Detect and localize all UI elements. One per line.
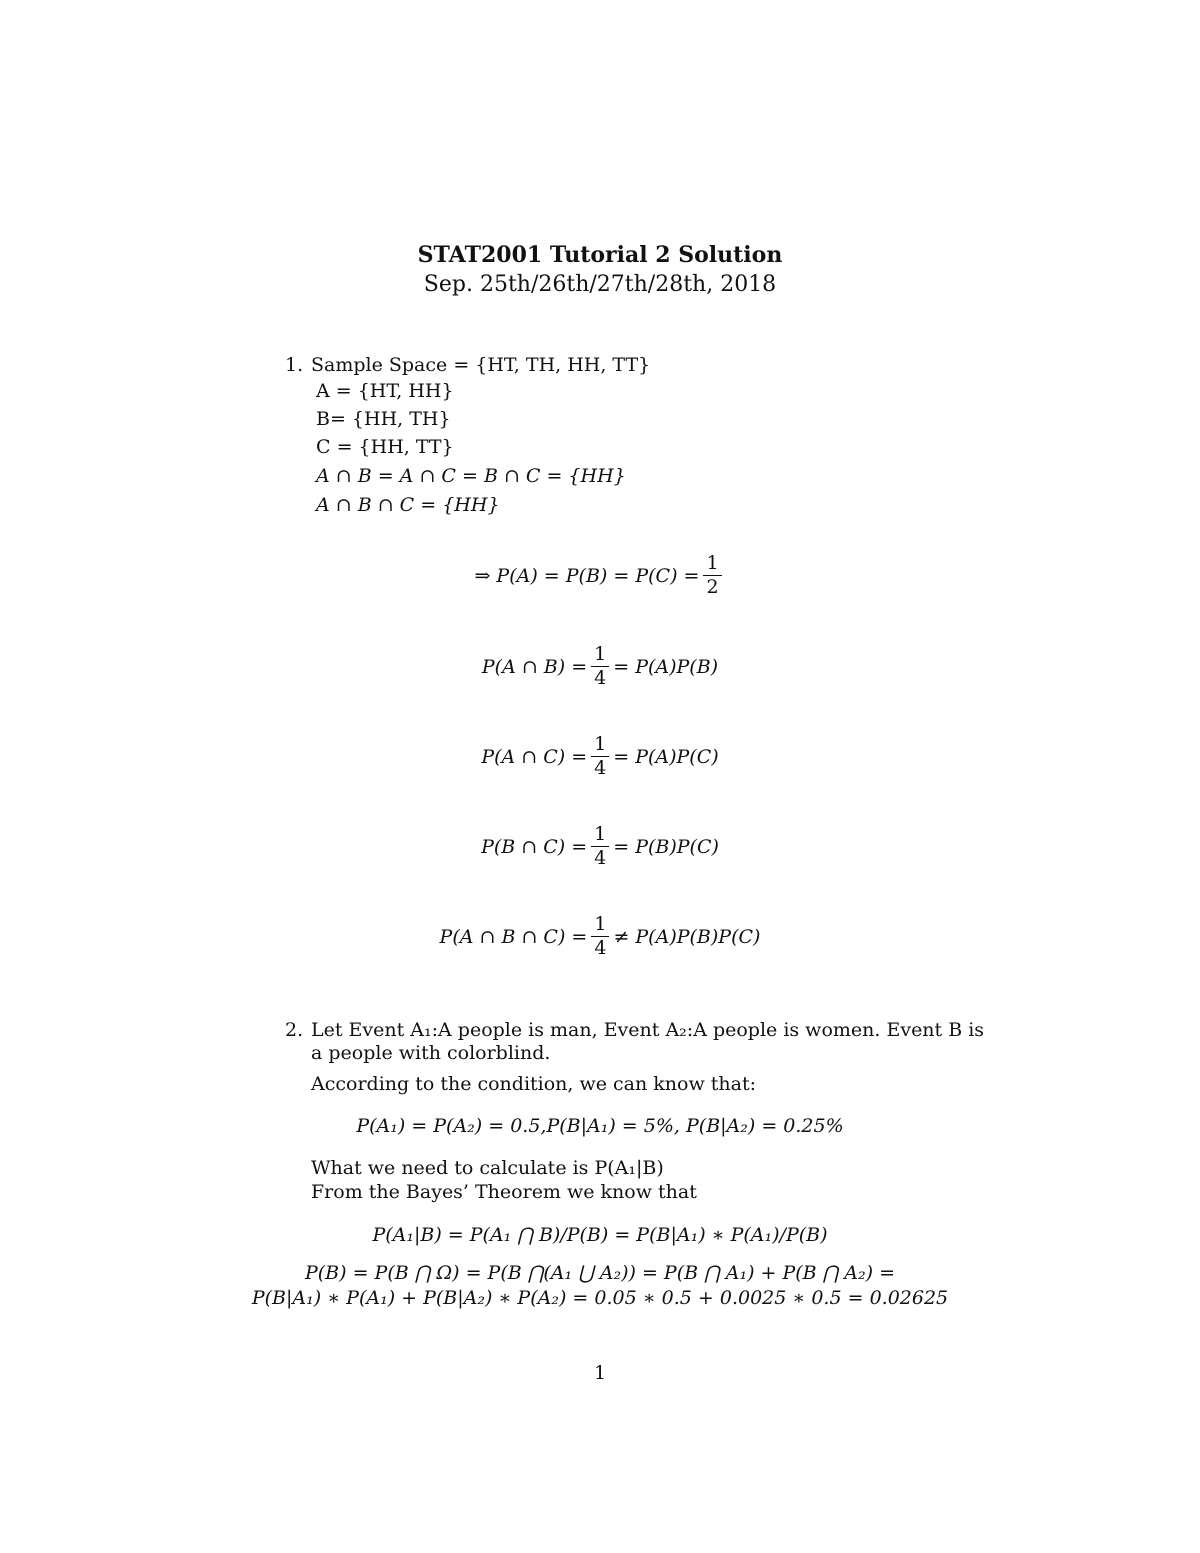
eq-left: P(B ∩ C) = [481,835,588,858]
fraction: $\frac{1}{4}$ [591,913,609,960]
eq-left: P(A ∩ B ∩ C) = [439,925,588,948]
q1-eq-bc [0,823,1200,870]
eq-left: P(A ∩ B) = [481,655,588,678]
q1-sample-space: Sample Space = {HT, TH, HH, TT} [311,354,651,376]
q2-bayes-text: From the Bayes’ Theorem we know that [311,1181,697,1203]
eq-right: = P(A)P(C) [613,745,719,768]
q2-calc-text: What we need to calculate is P(A₁|B) [311,1157,664,1179]
q2-total-prob-eq2: P(B|A₁) ∗ P(A₁) + P(B|A₂) ∗ P(A₂) = 0.05 ∗ 0.5 + 0.0025 ∗ 0.5 = 0.02625 [251,1287,949,1309]
fraction: $\frac{1}{4}$ [591,733,609,780]
eq-right: = P(B)P(C) [613,835,719,858]
fraction: $\frac{1}{4}$ [591,823,609,870]
eq-left: ⇒ P(A) = P(B) = P(C) = [474,564,700,587]
q1-eq-probabilities [0,552,1200,599]
q2-condition-eq: P(A₁) = P(A₂) = 0.5,P(B|A₁) = 5%, P(B|A₂) = 0.25% [356,1115,844,1137]
q2-total-prob-eq1: P(B) = P(B ⋂ Ω) = P(B ⋂(A₁ ⋃ A₂)) = P(B ⋂ A₁) + P(B ⋂ A₂) = [304,1262,896,1284]
q1-number: 1. [285,354,304,376]
q2-bayes-eq: P(A₁|B) = P(A₁ ⋂ B)/P(B) = P(B|A₁) ∗ P(A₁)/P(B) [372,1224,828,1246]
q1-set-c: C = {HH, TT} [316,436,454,458]
eq-left: P(A ∩ C) = [481,745,588,768]
document-title: STAT2001 Tutorial 2 Solution [417,242,783,268]
q2-intro-line1: Let Event A₁:A people is man, Event A₂:A people is women. Event B is [311,1019,985,1041]
q2-intro-line2: a people with colorblind. [311,1042,551,1064]
fraction: $\frac{1}{4}$ [591,643,609,690]
page-number: 1 [593,1362,607,1384]
q1-triple-intersection: A ∩ B ∩ C = {HH} [316,494,500,516]
q1-eq-abc [0,913,1200,960]
fraction: $\frac{1}{2}$ [703,552,721,599]
eq-right: ≠ P(A)P(B)P(C) [613,925,761,948]
q1-pairwise-intersection: A ∩ B = A ∩ C = B ∩ C = {HH} [316,465,626,487]
eq-right: = P(A)P(B) [613,655,719,678]
q1-eq-ac [0,733,1200,780]
q2-number: 2. [285,1019,304,1041]
document-date: Sep. 25th/26th/27th/28th, 2018 [423,272,777,297]
q2-condition-text: According to the condition, we can know that: [311,1073,757,1095]
q1-eq-ab [0,643,1200,690]
q1-set-b: B= {HH, TH} [316,408,451,430]
q1-set-a: A = {HT, HH} [316,380,454,402]
